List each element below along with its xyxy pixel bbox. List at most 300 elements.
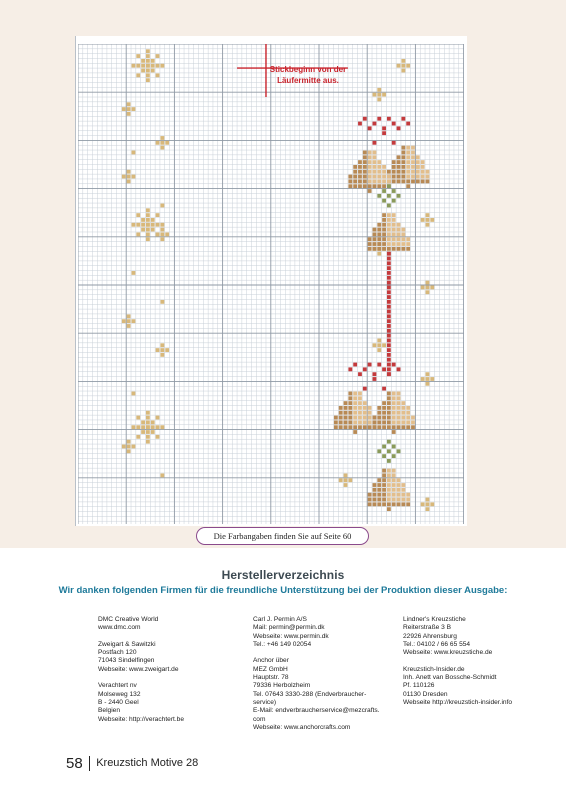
bell-stitch xyxy=(358,179,362,183)
bell-stitch xyxy=(339,411,343,415)
bell-stitch xyxy=(397,502,401,506)
snowflake-stitch xyxy=(146,208,150,212)
bell-stitch xyxy=(401,502,405,506)
bell-stitch xyxy=(416,179,420,183)
snowflake-stitch xyxy=(156,435,160,439)
company-entry-line: Hauptstr. 78 xyxy=(253,674,289,682)
bell-stitch xyxy=(392,247,396,251)
bell-stitch xyxy=(363,155,367,159)
company-entry xyxy=(403,666,512,707)
bell-stitch xyxy=(373,420,377,424)
chain-stitch xyxy=(387,319,391,323)
plus-cross-stitch xyxy=(156,232,160,236)
bell-stitch xyxy=(373,165,377,169)
bell-stitch xyxy=(392,237,396,241)
bell-stitch xyxy=(387,425,391,429)
bell-stitch xyxy=(406,170,410,174)
snowflake-stitch xyxy=(156,213,160,217)
snowflake-stitch xyxy=(146,69,150,73)
bell-stitch xyxy=(363,416,367,420)
bell-stitch xyxy=(397,165,401,169)
bell-stitch xyxy=(397,406,401,410)
single-stitch xyxy=(132,392,136,396)
cross-stitch-pattern xyxy=(78,44,464,524)
bell-clapper-stitch xyxy=(392,430,396,434)
bell-stitch xyxy=(368,242,372,246)
bell-stitch xyxy=(348,396,352,400)
snowflake-stitch xyxy=(136,73,140,77)
chain-stitch xyxy=(387,343,391,347)
bell-stitch xyxy=(392,179,396,183)
company-entry xyxy=(253,616,380,649)
bell-stitch xyxy=(397,425,401,429)
chain-stitch xyxy=(387,310,391,314)
bell-stitch xyxy=(426,179,430,183)
bell-stitch xyxy=(373,416,377,420)
bell-stitch xyxy=(406,502,410,506)
bell-stitch xyxy=(411,165,415,169)
bell-stitch xyxy=(387,228,391,232)
snowflake-stitch xyxy=(151,218,155,222)
bell-stitch xyxy=(397,179,401,183)
bell-stitch xyxy=(387,406,391,410)
plus-cross-stitch xyxy=(382,93,386,97)
plus-cross-stitch xyxy=(430,286,434,290)
bell-stitch xyxy=(353,170,357,174)
bell-stitch xyxy=(411,425,415,429)
snowflake-stitch xyxy=(136,213,140,217)
ribbon-bow-stitch xyxy=(397,126,401,130)
bell-stitch xyxy=(358,416,362,420)
bell-stitch xyxy=(392,498,396,502)
bell-stitch xyxy=(363,179,367,183)
bell-stitch xyxy=(397,170,401,174)
bell-stitch xyxy=(406,406,410,410)
leaf-stitch xyxy=(397,194,401,198)
snowflake-stitch xyxy=(132,64,136,68)
single-stitch xyxy=(160,204,164,208)
bell-stitch xyxy=(401,155,405,159)
bell-stitch xyxy=(348,420,352,424)
bell-stitch xyxy=(344,411,348,415)
bell-stitch xyxy=(382,483,386,487)
company-entry-line: 01130 Dresden xyxy=(403,690,448,698)
plus-cross-stitch xyxy=(421,502,425,506)
company-entry-line: Webseite: www.kreuzstiche.de xyxy=(403,649,493,657)
bell-stitch xyxy=(334,420,338,424)
chain-stitch xyxy=(387,281,391,285)
plus-cross-stitch xyxy=(122,319,126,323)
ribbon-bow-stitch xyxy=(373,377,377,381)
snowflake-stitch xyxy=(156,416,160,420)
bell-stitch xyxy=(377,416,381,420)
bell-stitch xyxy=(401,420,405,424)
bell-stitch xyxy=(411,175,415,179)
bell-stitch xyxy=(397,237,401,241)
snowflake-stitch xyxy=(146,213,150,217)
bell-stitch xyxy=(392,493,396,497)
company-entry-line: Pf. 110126 xyxy=(403,682,435,690)
plus-cross-stitch xyxy=(132,175,136,179)
snowflake-stitch xyxy=(151,425,155,429)
bell-stitch xyxy=(339,425,343,429)
bell-stitch xyxy=(392,228,396,232)
bell-stitch xyxy=(382,179,386,183)
snowflake-stitch xyxy=(151,59,155,63)
company-entry-line: Tel. 07643 3330-288 (Endverbraucher- xyxy=(253,690,367,698)
ribbon-bow-stitch xyxy=(368,126,372,130)
chain-stitch xyxy=(387,305,391,309)
bell-clapper-stitch xyxy=(353,430,357,434)
company-entry-line: Lindner's Kreuzstiche xyxy=(403,616,466,623)
bell-stitch xyxy=(392,232,396,236)
bell-stitch xyxy=(392,416,396,420)
plus-cross-stitch xyxy=(421,286,425,290)
bell-stitch xyxy=(373,170,377,174)
bell-stitch xyxy=(421,165,425,169)
plus-cross-stitch xyxy=(127,170,131,174)
snowflake-stitch xyxy=(151,223,155,227)
bell-stitch xyxy=(401,160,405,164)
ribbon-bow-stitch xyxy=(382,387,386,391)
bell-stitch xyxy=(406,242,410,246)
snowflake-stitch xyxy=(141,228,145,232)
bell-stitch xyxy=(377,488,381,492)
snowflake-stitch xyxy=(160,223,164,227)
bell-stitch xyxy=(392,396,396,400)
directory-column-2 xyxy=(253,616,380,740)
bell-stitch xyxy=(397,232,401,236)
chain-stitch xyxy=(387,339,391,343)
manufacturer-directory-subtitle: Wir danken folgenden Firmen für die freundliche Unterstützung bei der Produktion dieser Ausgabe: xyxy=(58,585,508,596)
chain-stitch xyxy=(387,300,391,304)
plus-cross-stitch xyxy=(421,218,425,222)
ribbon-bow-stitch xyxy=(348,367,352,371)
bell-stitch xyxy=(406,146,410,150)
bell-stitch xyxy=(411,155,415,159)
bell-stitch xyxy=(406,155,410,159)
ribbon-bow-stitch xyxy=(382,131,386,135)
single-stitch xyxy=(160,473,164,477)
snowflake-stitch xyxy=(146,73,150,77)
bell-stitch xyxy=(368,160,372,164)
snowflake-stitch xyxy=(146,425,150,429)
bell-stitch xyxy=(358,170,362,174)
ribbon-bow-stitch xyxy=(373,122,377,126)
bell-stitch xyxy=(397,498,401,502)
bell-stitch xyxy=(406,416,410,420)
ribbon-bow-stitch xyxy=(392,141,396,145)
plus-cross-stitch xyxy=(377,343,381,347)
bell-stitch xyxy=(397,411,401,415)
bell-stitch xyxy=(348,175,352,179)
plus-cross-stitch xyxy=(426,286,430,290)
ribbon-bow-stitch xyxy=(377,363,381,367)
plus-cross-stitch xyxy=(426,377,430,381)
bell-stitch xyxy=(397,223,401,227)
bell-stitch xyxy=(348,406,352,410)
company-entry-line: Tel.: 04102 / 66 65 554 xyxy=(403,640,471,648)
plus-cross-stitch xyxy=(426,213,430,217)
bell-stitch xyxy=(358,396,362,400)
bell-stitch xyxy=(387,416,391,420)
bell-stitch xyxy=(358,392,362,396)
bell-stitch xyxy=(377,420,381,424)
bell-stitch xyxy=(377,242,381,246)
manufacturer-directory-title: Herstellerverzeichnis xyxy=(221,568,345,582)
company-entry-line: www.dmc.com xyxy=(98,624,141,632)
bell-stitch xyxy=(387,179,391,183)
bell-stitch xyxy=(377,483,381,487)
single-stitch xyxy=(160,300,164,304)
bell-stitch xyxy=(358,184,362,188)
plus-cross-stitch xyxy=(426,218,430,222)
plus-cross-stitch xyxy=(160,353,164,357)
bell-stitch xyxy=(387,473,391,477)
bell-stitch xyxy=(387,498,391,502)
bell-stitch xyxy=(406,425,410,429)
bell-clapper-stitch xyxy=(406,184,410,188)
bell-stitch xyxy=(421,179,425,183)
plus-cross-stitch xyxy=(382,343,386,347)
plus-cross-stitch xyxy=(156,348,160,352)
bell-stitch xyxy=(382,237,386,241)
ribbon-bow-stitch xyxy=(353,363,357,367)
bell-stitch xyxy=(392,488,396,492)
chain-stitch xyxy=(387,257,391,261)
bell-stitch xyxy=(353,179,357,183)
bell-stitch xyxy=(392,175,396,179)
bell-stitch xyxy=(387,488,391,492)
plus-cross-stitch xyxy=(377,348,381,352)
bell-stitch xyxy=(344,416,348,420)
company-entry-line: B - 2440 Geel xyxy=(98,698,139,706)
bell-stitch xyxy=(411,151,415,155)
snowflake-stitch xyxy=(136,54,140,58)
bell-stitch xyxy=(397,420,401,424)
bell-stitch xyxy=(406,151,410,155)
bell-stitch xyxy=(382,498,386,502)
leaf-stitch xyxy=(387,449,391,453)
plus-cross-stitch xyxy=(122,107,126,111)
bell-stitch xyxy=(382,213,386,217)
plus-cross-stitch xyxy=(160,146,164,150)
plus-cross-stitch xyxy=(127,319,131,323)
snowflake-stitch xyxy=(151,64,155,68)
plus-cross-stitch xyxy=(344,478,348,482)
plus-cross-stitch xyxy=(373,343,377,347)
chain-stitch xyxy=(387,276,391,280)
ribbon-bow-stitch xyxy=(373,141,377,145)
plus-cross-stitch xyxy=(160,228,164,232)
leaf-stitch xyxy=(387,459,391,463)
bell-stitch xyxy=(363,406,367,410)
snowflake-stitch xyxy=(146,64,150,68)
bell-stitch xyxy=(406,237,410,241)
snowflake-stitch xyxy=(151,430,155,434)
ribbon-bow-stitch xyxy=(358,372,362,376)
bell-stitch xyxy=(397,396,401,400)
bell-stitch xyxy=(401,170,405,174)
bell-stitch xyxy=(387,401,391,405)
leaf-stitch xyxy=(377,449,381,453)
leaf-stitch xyxy=(392,189,396,193)
bell-stitch xyxy=(392,242,396,246)
snowflake-stitch xyxy=(141,69,145,73)
bell-stitch xyxy=(353,392,357,396)
leaf-stitch xyxy=(387,204,391,208)
company-entry-line: Kreuzstich-Insider.de xyxy=(403,665,465,673)
bell-stitch xyxy=(397,478,401,482)
bell-stitch xyxy=(377,502,381,506)
bell-stitch xyxy=(416,160,420,164)
bell-stitch xyxy=(382,175,386,179)
bell-stitch xyxy=(382,488,386,492)
bell-stitch xyxy=(392,223,396,227)
plus-cross-stitch xyxy=(156,141,160,145)
bell-stitch xyxy=(387,237,391,241)
plus-cross-stitch xyxy=(160,348,164,352)
plus-cross-stitch xyxy=(373,93,377,97)
snowflake-stitch xyxy=(136,416,140,420)
bell-stitch xyxy=(368,416,372,420)
snowflake-stitch xyxy=(146,54,150,58)
bell-stitch xyxy=(392,165,396,169)
plus-cross-stitch xyxy=(160,232,164,236)
bell-stitch xyxy=(358,175,362,179)
bell-stitch xyxy=(373,232,377,236)
bell-stitch xyxy=(348,184,352,188)
plus-cross-stitch xyxy=(127,102,131,106)
chain-stitch xyxy=(387,348,391,352)
bell-stitch xyxy=(353,416,357,420)
bell-stitch xyxy=(392,469,396,473)
plus-cross-stitch xyxy=(377,252,381,256)
bell-stitch xyxy=(373,160,377,164)
bell-stitch xyxy=(377,425,381,429)
bell-stitch xyxy=(397,493,401,497)
chain-stitch xyxy=(387,295,391,299)
bell-stitch xyxy=(382,420,386,424)
bell-stitch xyxy=(363,184,367,188)
bell-stitch xyxy=(377,228,381,232)
bell-stitch xyxy=(368,184,372,188)
bell-stitch xyxy=(368,237,372,241)
plus-cross-stitch xyxy=(127,449,131,453)
bell-stitch xyxy=(382,473,386,477)
bell-stitch xyxy=(363,425,367,429)
bell-stitch xyxy=(401,406,405,410)
bell-stitch xyxy=(348,401,352,405)
bell-stitch xyxy=(401,242,405,246)
bell-stitch xyxy=(406,493,410,497)
snowflake-stitch xyxy=(146,435,150,439)
chain-stitch xyxy=(387,314,391,318)
chain-stitch xyxy=(387,252,391,256)
bell-stitch xyxy=(348,416,352,420)
snowflake-stitch xyxy=(146,411,150,415)
company-entry-line: Inh. Anett van Bossche-Schmidt xyxy=(403,674,497,682)
ribbon-bow-stitch xyxy=(377,117,381,121)
bell-stitch xyxy=(387,493,391,497)
bell-stitch xyxy=(392,411,396,415)
plus-cross-stitch xyxy=(397,64,401,68)
bell-stitch xyxy=(382,170,386,174)
bell-stitch xyxy=(368,493,372,497)
bell-stitch xyxy=(416,170,420,174)
company-entry-line: Postfach 120 xyxy=(98,649,137,657)
plus-cross-stitch xyxy=(426,281,430,285)
bell-stitch xyxy=(353,420,357,424)
bell-stitch xyxy=(387,223,391,227)
bell-stitch xyxy=(363,170,367,174)
plus-cross-stitch xyxy=(127,314,131,318)
bell-stitch xyxy=(401,151,405,155)
snowflake-stitch xyxy=(146,78,150,82)
bell-stitch xyxy=(353,175,357,179)
bell-stitch xyxy=(368,502,372,506)
chain-stitch xyxy=(387,261,391,265)
bell-stitch xyxy=(353,396,357,400)
snowflake-stitch xyxy=(132,223,136,227)
plus-cross-stitch xyxy=(426,382,430,386)
bell-stitch xyxy=(368,179,372,183)
bell-stitch xyxy=(377,232,381,236)
bell-stitch xyxy=(421,170,425,174)
plus-cross-stitch xyxy=(426,507,430,511)
bell-stitch xyxy=(377,237,381,241)
bell-stitch xyxy=(416,165,420,169)
snowflake-stitch xyxy=(156,54,160,58)
snowflake-stitch xyxy=(146,440,150,444)
bell-stitch xyxy=(382,401,386,405)
snowflake-stitch xyxy=(146,430,150,434)
bell-stitch xyxy=(334,425,338,429)
bell-stitch xyxy=(358,160,362,164)
footer-divider xyxy=(89,756,91,771)
plus-cross-stitch xyxy=(127,175,131,179)
bell-stitch xyxy=(401,237,405,241)
bell-stitch xyxy=(382,218,386,222)
bell-stitch xyxy=(377,223,381,227)
chain-stitch xyxy=(387,329,391,333)
bell-stitch xyxy=(382,416,386,420)
company-entry xyxy=(98,682,184,723)
bell-stitch xyxy=(353,406,357,410)
snowflake-stitch xyxy=(136,435,140,439)
bell-stitch xyxy=(373,502,377,506)
bell-stitch xyxy=(368,247,372,251)
bell-stitch xyxy=(368,498,372,502)
bell-stitch xyxy=(406,247,410,251)
snowflake-stitch xyxy=(156,223,160,227)
plus-cross-stitch xyxy=(127,112,131,116)
snowflake-stitch xyxy=(160,425,164,429)
bell-stitch xyxy=(373,175,377,179)
company-entry-line: 79336 Herbolzheim xyxy=(253,682,311,690)
bell-stitch xyxy=(377,247,381,251)
leaf-stitch xyxy=(382,199,386,203)
bell-stitch xyxy=(382,406,386,410)
bell-stitch xyxy=(387,175,391,179)
bell-stitch xyxy=(401,488,405,492)
bell-stitch xyxy=(397,155,401,159)
bell-stitch xyxy=(377,411,381,415)
plus-cross-stitch xyxy=(421,377,425,381)
bell-stitch xyxy=(401,401,405,405)
bell-stitch xyxy=(406,179,410,183)
company-entry-line: Webseite: http://verachtert.be xyxy=(98,715,185,723)
